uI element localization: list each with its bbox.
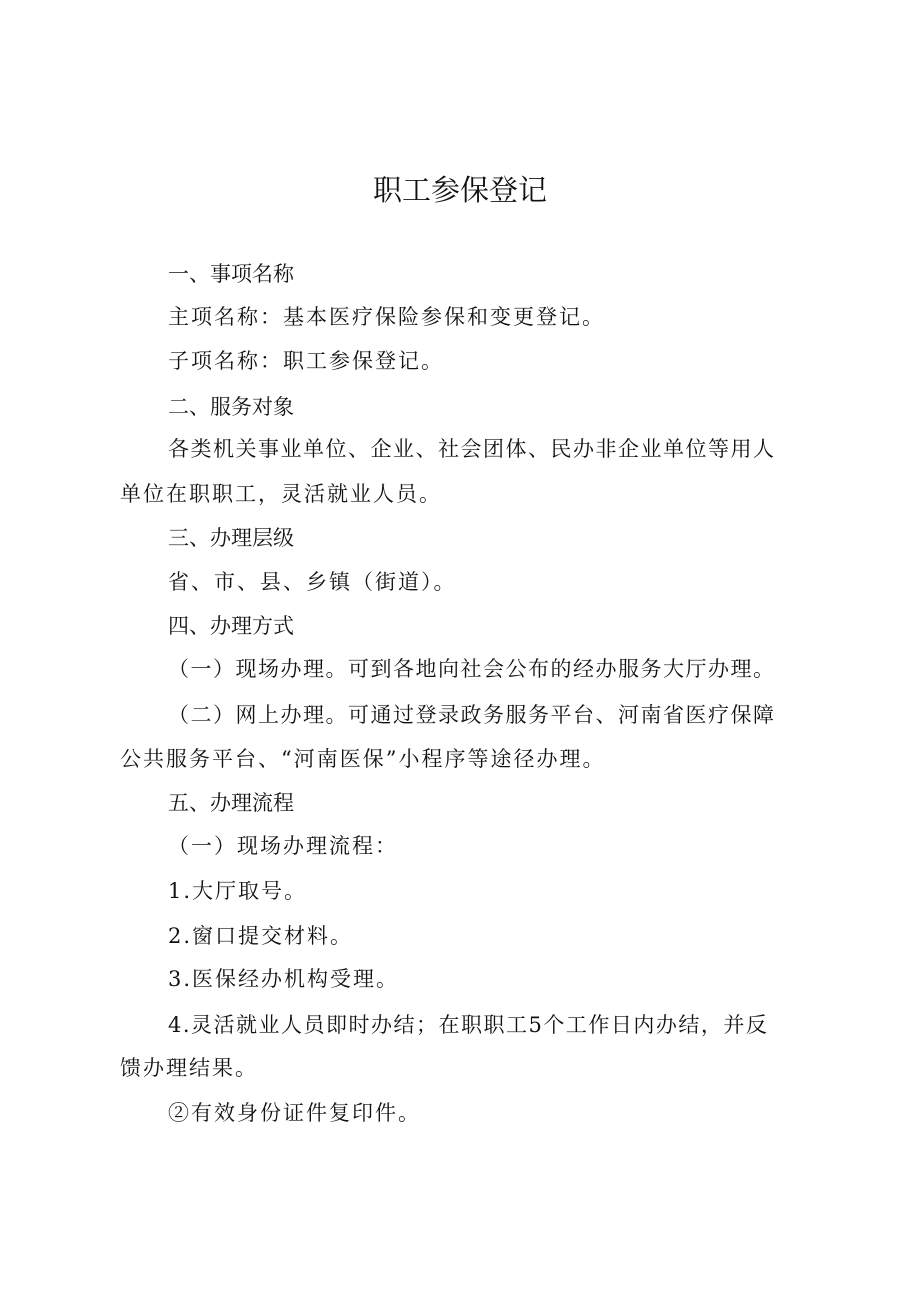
method-onsite: （一）现场办理。可到各地向社会公布的经办服务大厅办理。 — [168, 657, 776, 681]
process-step-3: 3.医保经办机构受理。 — [168, 967, 400, 991]
service-target-text-1: 各类机关事业单位、企业、社会团体、民办非企业单位等用人 — [168, 437, 776, 461]
sub-item-name: 子项名称：职工参保登记。 — [168, 349, 444, 373]
section-heading-level: 三、办理层级 — [168, 526, 294, 550]
level-text: 省、市、县、乡镇（街道）。 — [168, 570, 457, 594]
document-title: 职工参保登记 — [372, 173, 547, 207]
section-heading-service-target: 二、服务对象 — [168, 395, 294, 419]
process-step-1: 1.大厅取号。 — [168, 879, 308, 903]
section-heading-item-name: 一、事项名称 — [168, 262, 294, 286]
section-heading-process: 五、办理流程 — [168, 791, 294, 815]
service-target-text-2: 单位在职职工，灵活就业人员。 — [120, 482, 442, 506]
id-copy-item: ②有效身份证件复印件。 — [168, 1101, 421, 1125]
method-online-2: 公共服务平台、“河南医保”小程序等途径办理。 — [120, 747, 606, 771]
section-heading-method: 四、办理方式 — [168, 614, 294, 638]
process-step-2: 2.窗口提交材料。 — [168, 924, 354, 948]
process-onsite-heading: （一）现场办理流程： — [168, 834, 398, 858]
process-step-4-line-2: 馈办理结果。 — [120, 1056, 258, 1080]
method-online-1: （二）网上办理。可通过登录政务服务平台、河南省医疗保障 — [168, 703, 776, 727]
process-step-4-line-1: 4.灵活就业人员即时办结；在职职工5个工作日内办结，并反 — [168, 1013, 769, 1037]
main-item-name: 主项名称：基本医疗保险参保和变更登记。 — [168, 305, 605, 329]
